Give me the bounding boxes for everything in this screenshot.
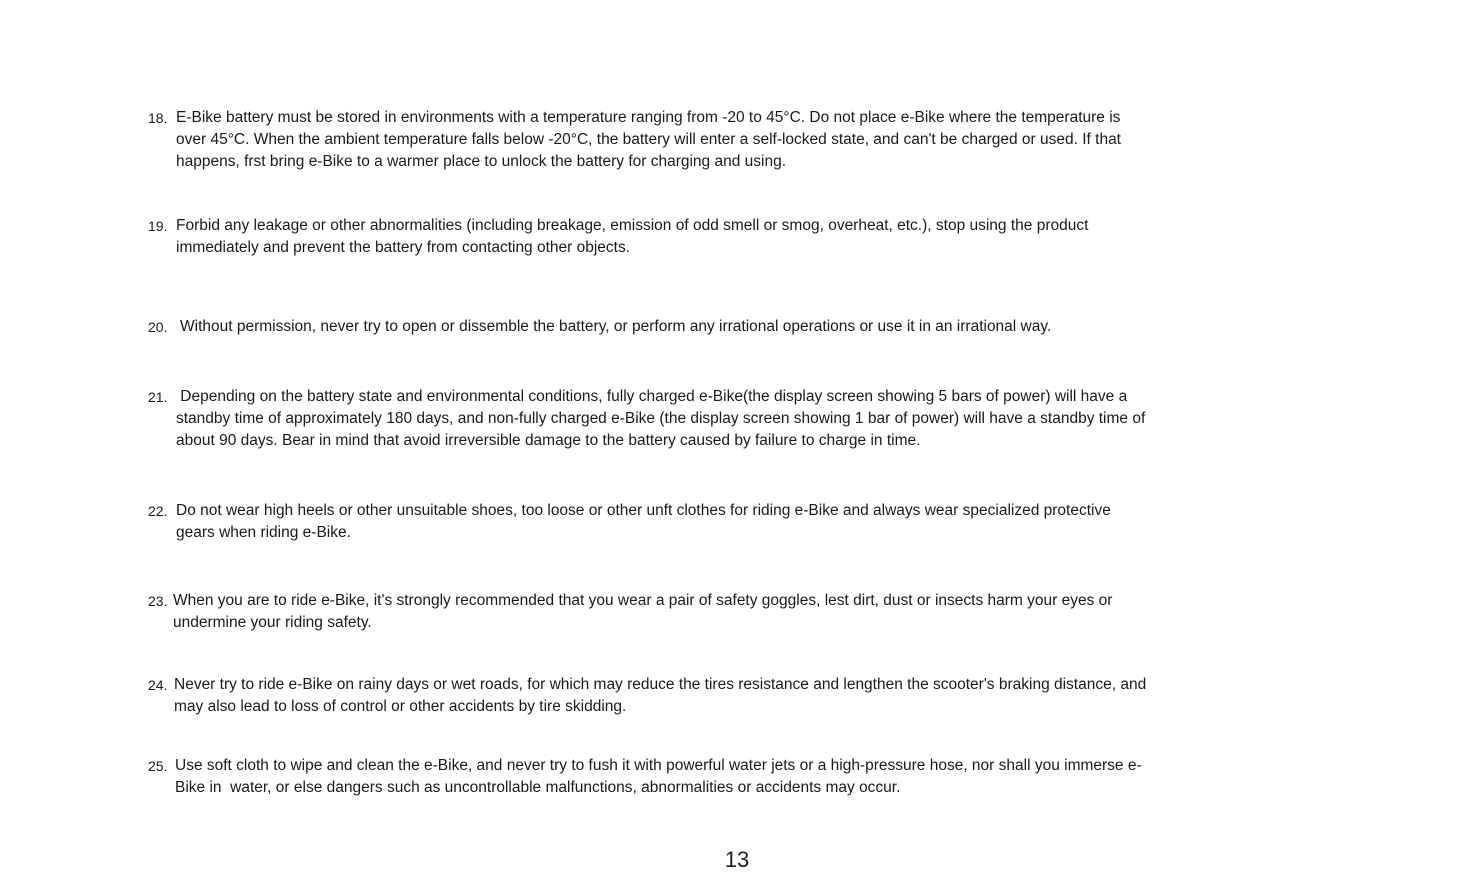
- item-text: [175, 755, 1142, 799]
- item-line: Bike in water, or else dangers such as uncontrollable malfunctions, abnormalities or accidents may occur.: [175, 779, 901, 796]
- item-line: undermine your riding safety.: [173, 614, 372, 631]
- item-number: 19.: [148, 218, 168, 234]
- item-number: 18.: [148, 110, 168, 126]
- item-line: about 90 days. Bear in mind that avoid irreversible damage to the battery caused by failure to charge in time.: [176, 432, 921, 449]
- item-text: [174, 674, 1146, 718]
- page-number: 13: [724, 847, 750, 872]
- item-line: Never try to ride e-Bike on rainy days or wet roads, for which may reduce the tires resistance and lengthen the scooter's braking distance, and: [174, 676, 1147, 693]
- item-number: 21.: [148, 389, 168, 405]
- item-text: [176, 500, 1111, 544]
- item-number: 25.: [148, 758, 168, 774]
- item-text: [176, 215, 1088, 259]
- item-line: Depending on the battery state and environmental conditions, fully charged e-Bike(the display screen showing 5 bars of power) will have a: [176, 388, 1128, 405]
- item-number: 20.: [148, 319, 168, 335]
- item-line: When you are to ride e-Bike, it's strongly recommended that you wear a pair of safety goggles, lest dirt, dust or insects harm your eyes or: [173, 592, 1113, 609]
- item-text: [176, 107, 1121, 173]
- item-number: 24.: [148, 677, 168, 693]
- item-line: Forbid any leakage or other abnormalities (including breakage, emission of odd smell or smog, overheat, etc.), stop using the product: [176, 217, 1089, 234]
- item-number: 23.: [148, 593, 168, 609]
- item-line: may also lead to loss of control or other accidents by tire skidding.: [174, 698, 627, 715]
- item-line: Do not wear high heels or other unsuitable shoes, too loose or other unft clothes for riding e-Bike and always wear specialized protective: [176, 502, 1111, 519]
- item-line: standby time of approximately 180 days, and non-fully charged e-Bike (the display screen showing 1 bar of power) will have a standby time of: [176, 410, 1146, 427]
- item-text: [173, 590, 1112, 634]
- item-number: 22.: [148, 503, 168, 519]
- item-line: E-Bike battery must be stored in environments with a temperature ranging from -20 to 45°C. Do not place e-Bike where the temperature is: [176, 109, 1121, 126]
- item-line: gears when riding e-Bike.: [176, 524, 351, 541]
- item-line: over 45°C. When the ambient temperature falls below -20°C, the battery will enter a self-locked state, and can't be charged or used. If that: [176, 131, 1121, 148]
- item-text: [176, 386, 1145, 452]
- item-text: [180, 316, 1051, 338]
- item-line: Without permission, never try to open or dissemble the battery, or perform any irrational operations or use it in an irrational way.: [180, 318, 1052, 335]
- item-line: Use soft cloth to wipe and clean the e-Bike, and never try to fush it with powerful water jets or a high-pressure hose, nor shall you immerse e-: [175, 757, 1142, 774]
- item-line: immediately and prevent the battery from contacting other objects.: [176, 239, 631, 256]
- item-line: happens, frst bring e-Bike to a warmer place to unlock the battery for charging and using.: [176, 153, 787, 170]
